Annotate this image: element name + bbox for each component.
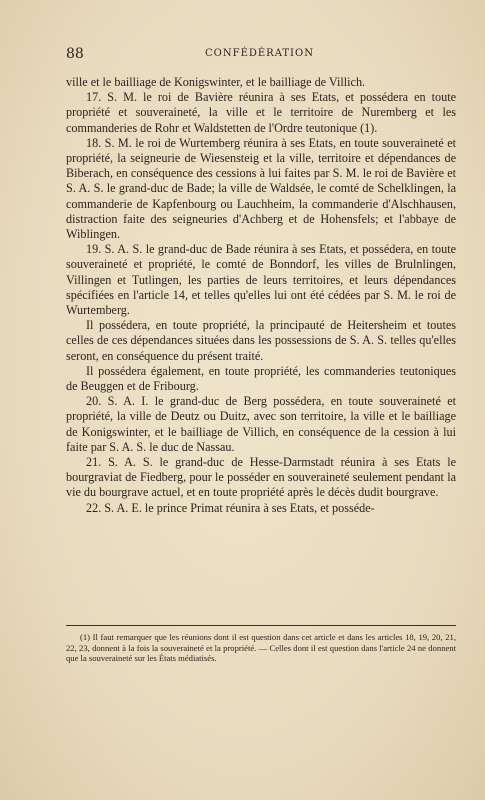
paragraph-article-18: 18. S. M. le roi de Wurtemberg réunira à ses Etats, en toute souveraineté et propriété, la seigneurie de Wiesensteig et la ville, territoire et dépendances de Biberach, en conséquence des cessions à lui faites par S. M. le roi de Bavière et S. A. S. le grand-duc de Bade; la ville de Waldsée, le comté de Schelklingen, la commanderie de Kapfenbourg ou Lauchheim, la commanderie d'Alschhausen, distraction faite des seigneuries d'Achberg et de Hohensfels; et l'abbaye de Wiblingen. <box>66 135 456 242</box>
running-title: CONFÉDÉRATION <box>205 48 314 59</box>
footnotes <box>66 632 456 664</box>
paragraph-article-22: 22. S. A. E. le prince Primat réunira à ses Etats, et posséde- <box>86 500 375 515</box>
paragraph-article-17: 17. S. M. le roi de Bavière réunira à ses Etats, et possédera en toute propriété et souveraineté, la ville et le territoire de Nuremberg et les commanderies de Rohr et Waldstetten de l'Ordre teutonique (1). <box>66 90 456 135</box>
paragraph-article-19: 19. S. A. S. le grand-duc de Bade réunira à ses Etats, et possédera, en toute souveraineté et propriété, le comté de Bonndorf, les villes de Brulnlingen, Villingen et Tutlingen, les parties de leurs territoires, et leurs dépendances spécifiées en l'article 14, et telles qu'elles lui ont été cédées par S. M. le roi de Wurtemberg. <box>66 242 456 318</box>
footnote-1: (1) Il faut remarquer que les réunions dont il est question dans cet article et dans les articles 18, 19, 20, 21, 22, 23, donnent à la fois la souveraineté et la propriété. — Celles dont il est question dans l'article 24 ne donnent que la souveraineté sur les États médiatisés. <box>66 632 456 664</box>
page-header <box>66 46 453 62</box>
footnote-divider <box>66 625 456 626</box>
paragraph-article-20: 20. S. A. I. le grand-duc de Berg possédera, en toute souveraineté et propriété, la ville de Deutz ou Duitz, avec son territoire, la ville et le bailliage de Konigswinter, et le bailliage de Villich, en conséquence de la cession à lui faite par S. A. S. le duc de Nassau. <box>66 394 456 454</box>
main-text <box>66 75 456 516</box>
paragraph-article-21: 21. S. A. S. le grand-duc de Hesse-Darmstadt réunira à ses Etats le bourgraviat de Fiedberg, pour le posséder en souveraineté seulement pendant la vie du bourgrave actuel, et en toute propriété après le décès dudit bourgrave. <box>66 455 456 500</box>
paragraph-commanderies: Il possédera également, en toute propriété, les commanderies teutoniques de Beuggen et de Fribourg. <box>66 363 456 394</box>
paragraph-continuation: ville et le bailliage de Konigswinter, et le bailliage de Villich. <box>66 75 366 89</box>
paragraph-heitersheim: Il possédera, en toute propriété, la principauté de Heitersheim et toutes celles de ces dépendances situées dans les possessions de S. A. S. telles qu'elles seront, en conséquence du présent traité. <box>66 318 456 363</box>
page-number: 88 <box>66 46 84 62</box>
